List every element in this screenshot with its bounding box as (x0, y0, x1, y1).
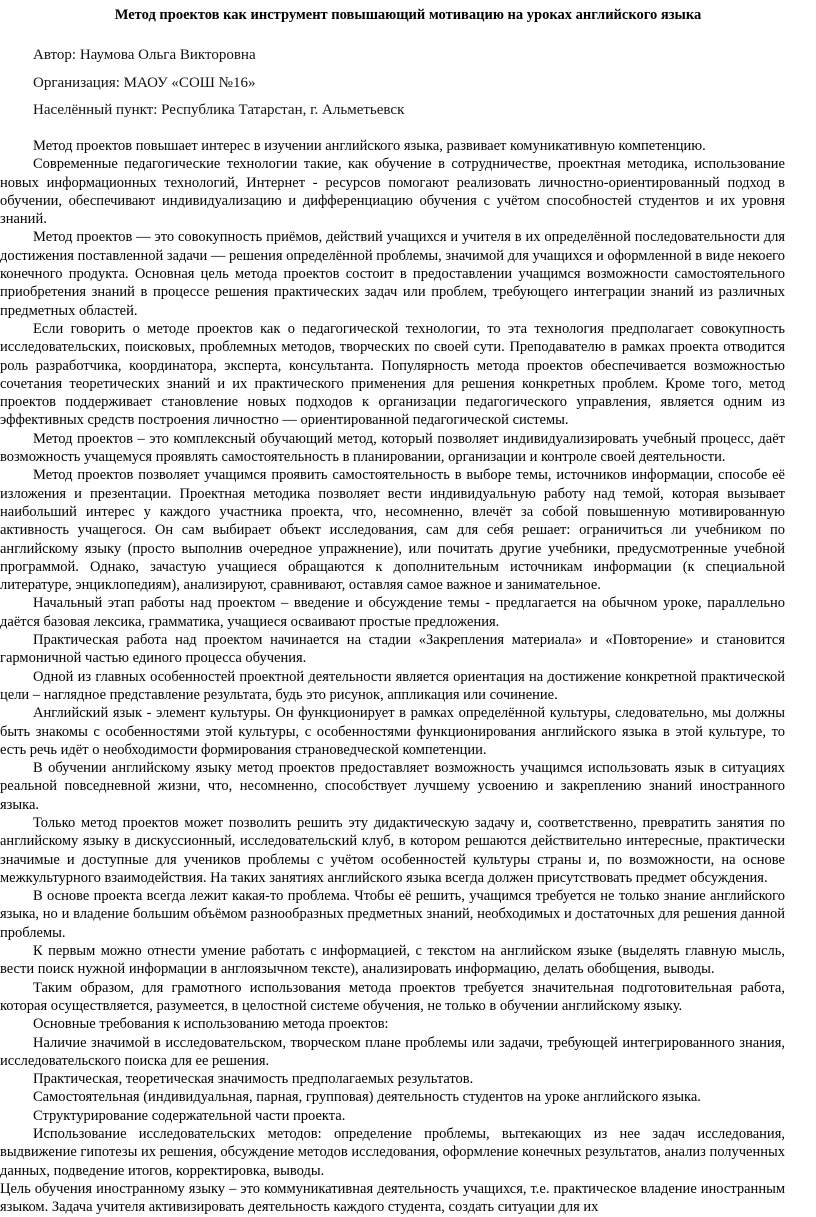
paragraph: Основные требования к использованию метода проектов: (33, 1016, 389, 1033)
paragraph: Одной из главных особенностей проектной деятельности является ориентация на достижение конкретной практической цели – наглядное представление результата, будь это рисунок, аппликация или сочинение. (0, 668, 785, 703)
paragraph: Самостоятельная (индивидуальная, парная, групповая) деятельность студентов на уроке английского языка. (33, 1089, 701, 1106)
paragraph: Современные педагогические технологии такие, как обучение в сотрудничестве, проектная методика, использование новых информационных технологий, Интернет - ресурсов помогают реализовать личностно-ориентированный подход в обучении, обеспечивают индивидуализацию и дифференциацию обучения с учётом способностей студентов и их уровня знаний. (0, 156, 785, 228)
paragraph: Только метод проектов может позволить решить эту дидактическую задачу и, соответственно, превратить занятия по английскому языку в дискуссионный, исследовательский клуб, в котором решаются действительно интересные, практически значимые и доступные для учеников проблемы с учётом особенностей культуры страны и, по возможности, на основе межкультурного взаимодействия. На таких занятиях английского языка всегда должен присутствовать предмет обсуждения. (0, 814, 785, 886)
paragraph: Английский язык - элемент культуры. Он функционирует в рамках определённой культуры, следовательно, мы должны быть знакомы с особенностями этой культуры, с особенностями функционирования английского языка в этой культуре, то есть речь идёт о необходимости формирования страноведческой компетенции. (0, 705, 785, 758)
paragraph: Начальный этап работы над проектом – введение и обсуждение темы - предлагается на обычном уроке, параллельно даётся базовая лексика, грамматика, учащиеся осваивают простые предложения. (0, 595, 785, 630)
paragraph: Практическая, теоретическая значимость предполагаемых результатов. (33, 1071, 474, 1088)
paragraph: Наличие значимой в исследовательском, творческом плане проблемы или задачи, требующей интегрированного знания, исследовательского поиска для ее решения. (0, 1034, 785, 1069)
document-body (0, 137, 786, 1217)
paragraph: К первым можно отнести умение работать с информацией, с текстом на английском языке (выделять главную мысль, вести поиск нужной информации в англоязычном тексте), анализировать информацию, делать обобщения, выводы. (0, 943, 785, 978)
paragraph: Метод проектов позволяет учащимся проявить самостоятельность в выборе темы, источников информации, способе её изложения и презентации. Проектная методика позволяет вести индивидуальную работу над темой, которая вызывает наибольший интерес у каждого участника проекта, что, несомненно, влечёт за собой повышенную мотивированную активность учащегося. Он сам выбирает объект исследования, сам для себя решает: ограничиться ли учебником по английскому языку (просто выполнив очередное упражнение), или почитать другие учебники, предусмотренные учебной программой. Однако, зачастую учащиеся обращаются к дополнительным источникам информации (к специальной литературе, энциклопедиям), анализируют, сравнивают, оставляя самое важное и занимательное. (0, 467, 785, 594)
paragraph: Цель обучения иностранному языку – это коммуникативная деятельность учащихся, т.е. практическое владение иностранным языком. Задача учителя активизировать деятельность каждого студента, создать ситуации для их (0, 1180, 785, 1216)
paragraph: Метод проектов — это совокупность приёмов, действий учащихся и учителя в их определённой последовательности для достижения поставленной задачи — решения определённой проблемы, значимой для учащихся и оформленной в виде некоего конечного продукта. Основная цель метода проектов состоит в предоставлении учащимся возможности самостоятельного приобретения знаний в процессе решения практических задач или проблем, требующего интеграции знаний из различных предметных областей. (0, 229, 786, 319)
paragraph: Использование исследовательских методов: определение проблемы, вытекающих из нее задач исследования, выдвижение гипотезы их решения, обсуждение методов исследования, оформление конечных результатов, анализ полученных данных, подведение итогов, корректировка, выводы. (0, 1126, 785, 1179)
paragraph: В обучении английскому языку метод проектов предоставляет возможность учащимся использовать язык в ситуациях реальной повседневной жизни, что, несомненно, способствует лучшему усвоению и закреплению знаний иностранного языка. (0, 760, 785, 813)
author-line: Автор: Наумова Ольга Викторовна (33, 47, 256, 63)
paragraph: Практическая работа над проектом начинается на стадии «Закрепления материала» и «Повторение» и становится гармоничной частью единого процесса обучения. (0, 632, 785, 667)
paragraph: Метод проектов повышает интерес в изучении английского языка, развивает комуникативную компетенцию. (33, 138, 706, 154)
paragraph: Если говорить о методе проектов как о педагогической технологии, то эта технология предполагает совокупность исследовательских, поисковых, проблемных методов, творческих по своей сути. Преподавателю в рамках проекта отводится роль разработчика, координатора, эксперта, консультанта. Популярность метода проектов обеспечивается возможностью сочетания теоретических знаний и их практического применения для решения конкретных проблем. Кроме того, метод проектов поддерживает становление новых подходов к организации педагогического управления, является одним из эффективных средств построения личностно — ориентированной педагогической системы. (0, 320, 785, 429)
paragraph: Структурирование содержательной части проекта. (33, 1107, 346, 1124)
paragraph: Метод проектов – это комплексный обучающий метод, который позволяет индивидуализировать учебный процесс, даёт возможность учащемуся проявлять самостоятельность в планировании, организации и контроле своей деятельности. (0, 430, 785, 466)
document-title: Метод проектов как инструмент повышающий мотивацию на уроках английского языка (114, 7, 702, 23)
organization-line: Организация: МАОУ «СОШ №16» (33, 75, 256, 91)
paragraph: В основе проекта всегда лежит какая-то проблема. Чтобы её решить, учащимся требуется не только знание английского языка, но и владение большим объёмом разнообразных предметных знаний, необходимых и достаточных для решения данной проблемы. (0, 888, 785, 941)
paragraph: Таким образом, для грамотного использования метода проектов требуется значительная подготовительная работа, которая осуществляется, разумеется, в целостной системе обучения, не только в обучении английскому языку. (0, 979, 785, 1014)
location-line: Населённый пункт: Республика Татарстан, г. Альметьевск (33, 102, 405, 118)
